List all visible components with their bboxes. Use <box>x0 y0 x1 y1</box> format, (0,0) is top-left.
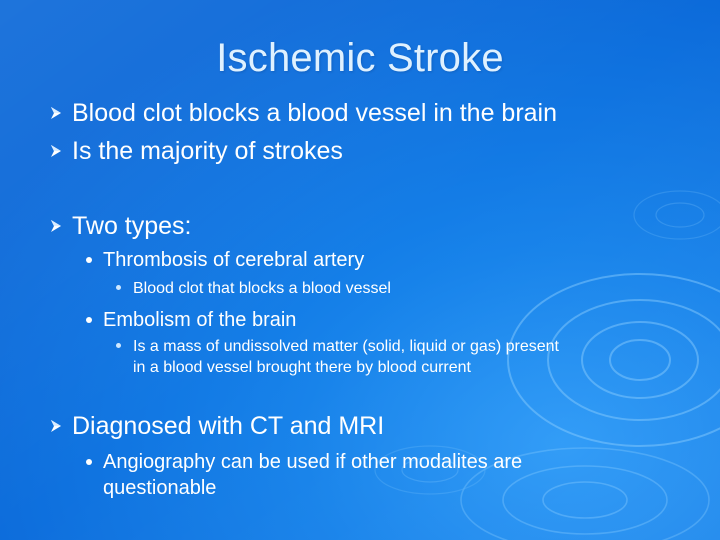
subbullet-text-angiography-line-2: questionable <box>103 477 217 499</box>
dot-bullet-icon <box>86 459 92 465</box>
arrow-bullet-icon <box>50 106 62 120</box>
bullet-text-two-types: Two types: <box>72 212 192 240</box>
arrow-bullet-icon <box>50 219 62 233</box>
detail-text-embolism-line-1: Is a mass of undissolved matter (solid, liquid or gas) present <box>133 338 559 355</box>
subbullet-item-embolism <box>0 308 720 333</box>
detail-item-thrombosis <box>0 278 720 299</box>
detail-text-embolism-line-2: in a blood vessel brought there by blood current <box>133 359 471 376</box>
subbullet-text-angiography-line-1: Angiography can be used if other modalites are <box>103 451 523 473</box>
bullet-item-two-types <box>0 211 720 243</box>
subbullet-item-angiography <box>0 450 720 502</box>
subbullet-text-embolism: Embolism of the brain <box>103 309 297 331</box>
detail-text-thrombosis: Blood clot that blocks a blood vessel <box>133 280 391 297</box>
bullet-item-diagnosed <box>0 411 720 443</box>
detail-item-embolism <box>0 336 720 378</box>
slide-title: Ischemic Stroke <box>216 36 504 80</box>
bullet-text-blood-clot: Blood clot blocks a blood vessel in the brain <box>72 99 558 127</box>
bullet-text-majority: Is the majority of strokes <box>72 137 343 165</box>
arrow-bullet-icon <box>50 144 62 158</box>
bullet-text-diagnosed: Diagnosed with CT and MRI <box>72 412 385 440</box>
dot-bullet-icon <box>86 317 92 323</box>
arrow-bullet-icon <box>50 419 62 433</box>
subbullet-text-thrombosis: Thrombosis of cerebral artery <box>103 249 365 271</box>
subbullet-item-thrombosis <box>0 248 720 273</box>
small-dot-bullet-icon <box>116 343 121 348</box>
dot-bullet-icon <box>86 257 92 263</box>
bullet-item-majority <box>0 136 720 168</box>
bullet-item-blood-clot <box>0 98 720 130</box>
small-dot-bullet-icon <box>116 285 121 290</box>
